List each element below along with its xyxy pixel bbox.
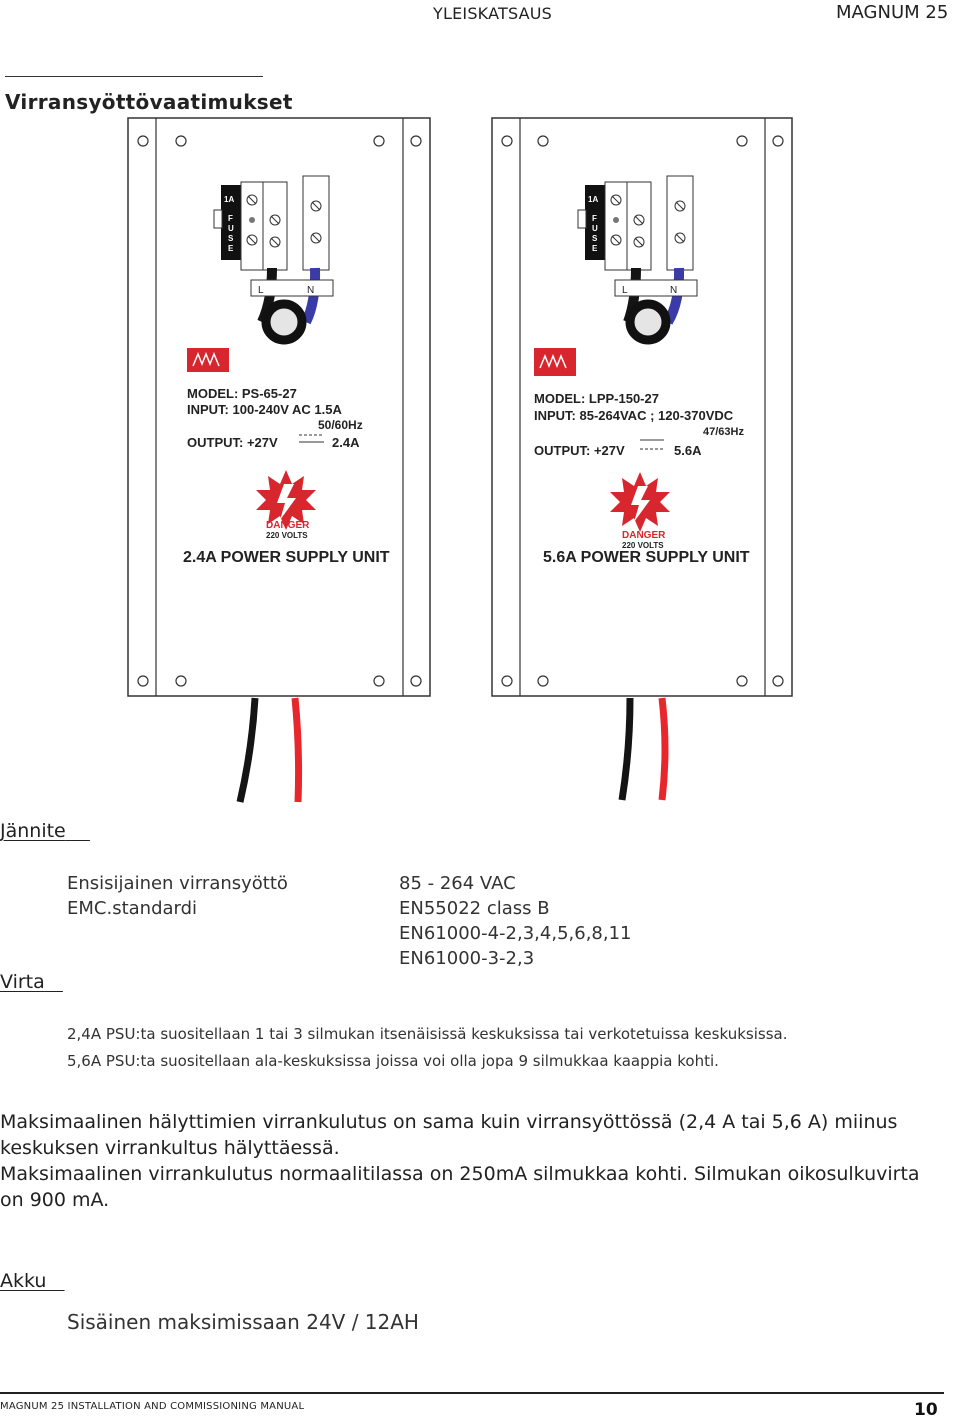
fuse-letter-right: S [592, 234, 598, 243]
terminal-n-left: N [307, 285, 315, 296]
footer-text: MAGNUM 25 INSTALLATION AND COMMISSIONING MANUAL [0, 1401, 305, 1412]
fuse-letter-left: U [228, 224, 234, 233]
fuse-letter-left: S [228, 234, 234, 243]
fuse-letter-right: F [592, 214, 597, 223]
page-number: 10 [914, 1400, 938, 1420]
current-heading-text: Virta [0, 971, 45, 993]
fuse-letter-right: U [592, 224, 598, 233]
fuse-letter-left: F [228, 214, 233, 223]
voltage-heading [0, 820, 90, 842]
current-note-2: 5,6A PSU:ta suositellaan ala-keskuksissa joissa voi olla jopa 9 silmukkaa kaappia kohti. [67, 1052, 719, 1070]
output-label-left: OUTPUT: +27V [187, 435, 278, 450]
model-left: MODEL: PS-65-27 [187, 386, 297, 401]
voltage-value-primary: 85 - 264 VAC [399, 873, 516, 894]
fuse-rating-left: 1A [224, 195, 235, 204]
unit-left: 2.4A POWER SUPPLY UNIT [183, 549, 390, 566]
terminal-l-left: L [258, 285, 264, 296]
battery-heading [0, 1270, 65, 1292]
input-left: INPUT: 100-240V AC 1.5A [187, 402, 342, 417]
unit-right: 5.6A POWER SUPPLY UNIT [543, 549, 750, 566]
psu-left-unit [128, 118, 430, 802]
voltage-label-emc: EMC.standardi [67, 898, 198, 919]
psu-illustration [0, 110, 960, 810]
output-label-right: OUTPUT: +27V [534, 443, 625, 458]
model-right: MODEL: LPP-150-27 [534, 391, 659, 406]
current-note-1: 2,4A PSU:ta suositellaan 1 tai 3 silmukan itsenäisissä keskuksissa tai verkotetuissa keskuksissa. [67, 1025, 788, 1043]
header-product: MAGNUM 25 [836, 2, 949, 23]
terminal-l-right: L [622, 285, 628, 296]
fuse-letter-left: E [228, 244, 234, 253]
terminal-n-right: N [670, 285, 678, 296]
battery-text: Sisäinen maksimissaan 24V / 12AH [67, 1310, 419, 1334]
voltage-label-primary: Ensisijainen virransyöttö [67, 873, 288, 894]
freq-left: 50/60Hz [318, 418, 363, 432]
danger-left: DANGER [266, 520, 310, 531]
title-rule [5, 76, 263, 77]
voltage-value-emc: EN55022 class B [399, 898, 550, 919]
battery-heading-text: Akku [0, 1270, 47, 1292]
freq-right: 47/63Hz [703, 426, 744, 438]
fuse-letter-right: E [592, 244, 598, 253]
volts-right: 220 VOLTS [622, 541, 664, 550]
input-right: INPUT: 85-264VAC ; 120-370VDC [534, 408, 734, 423]
output-current-right: 5.6A [674, 443, 702, 458]
danger-right: DANGER [622, 530, 666, 541]
voltage-heading-text: Jännite [0, 820, 66, 842]
current-heading [0, 971, 63, 993]
fuse-rating-right: 1A [588, 195, 599, 204]
header-section: YLEISKATSAUS [433, 4, 553, 23]
volts-left: 220 VOLTS [266, 531, 308, 540]
footer-rule [0, 1392, 944, 1394]
section-title: Virransyöttövaatimukset [5, 90, 293, 114]
current-paragraph-2: Maksimaalinen virrankulutus normaalitilassa on 250mA silmukkaa kohti. Silmukan oikosulkuvirta on 900 mA. [0, 1163, 920, 1211]
current-paragraph-1: Maksimaalinen hälyttimien virrankulutus on sama kuin virransyöttössä (2,4 A tai 5,6 A) miinus keskuksen virrankultus hälyttäessä. [0, 1111, 898, 1159]
voltage-value-emc-2: EN61000-4-2,3,4,5,6,8,11 [399, 923, 632, 944]
psu-right-unit [492, 118, 792, 800]
output-current-left: 2.4A [332, 435, 360, 450]
voltage-value-emc-3: EN61000-3-2,3 [399, 948, 535, 969]
